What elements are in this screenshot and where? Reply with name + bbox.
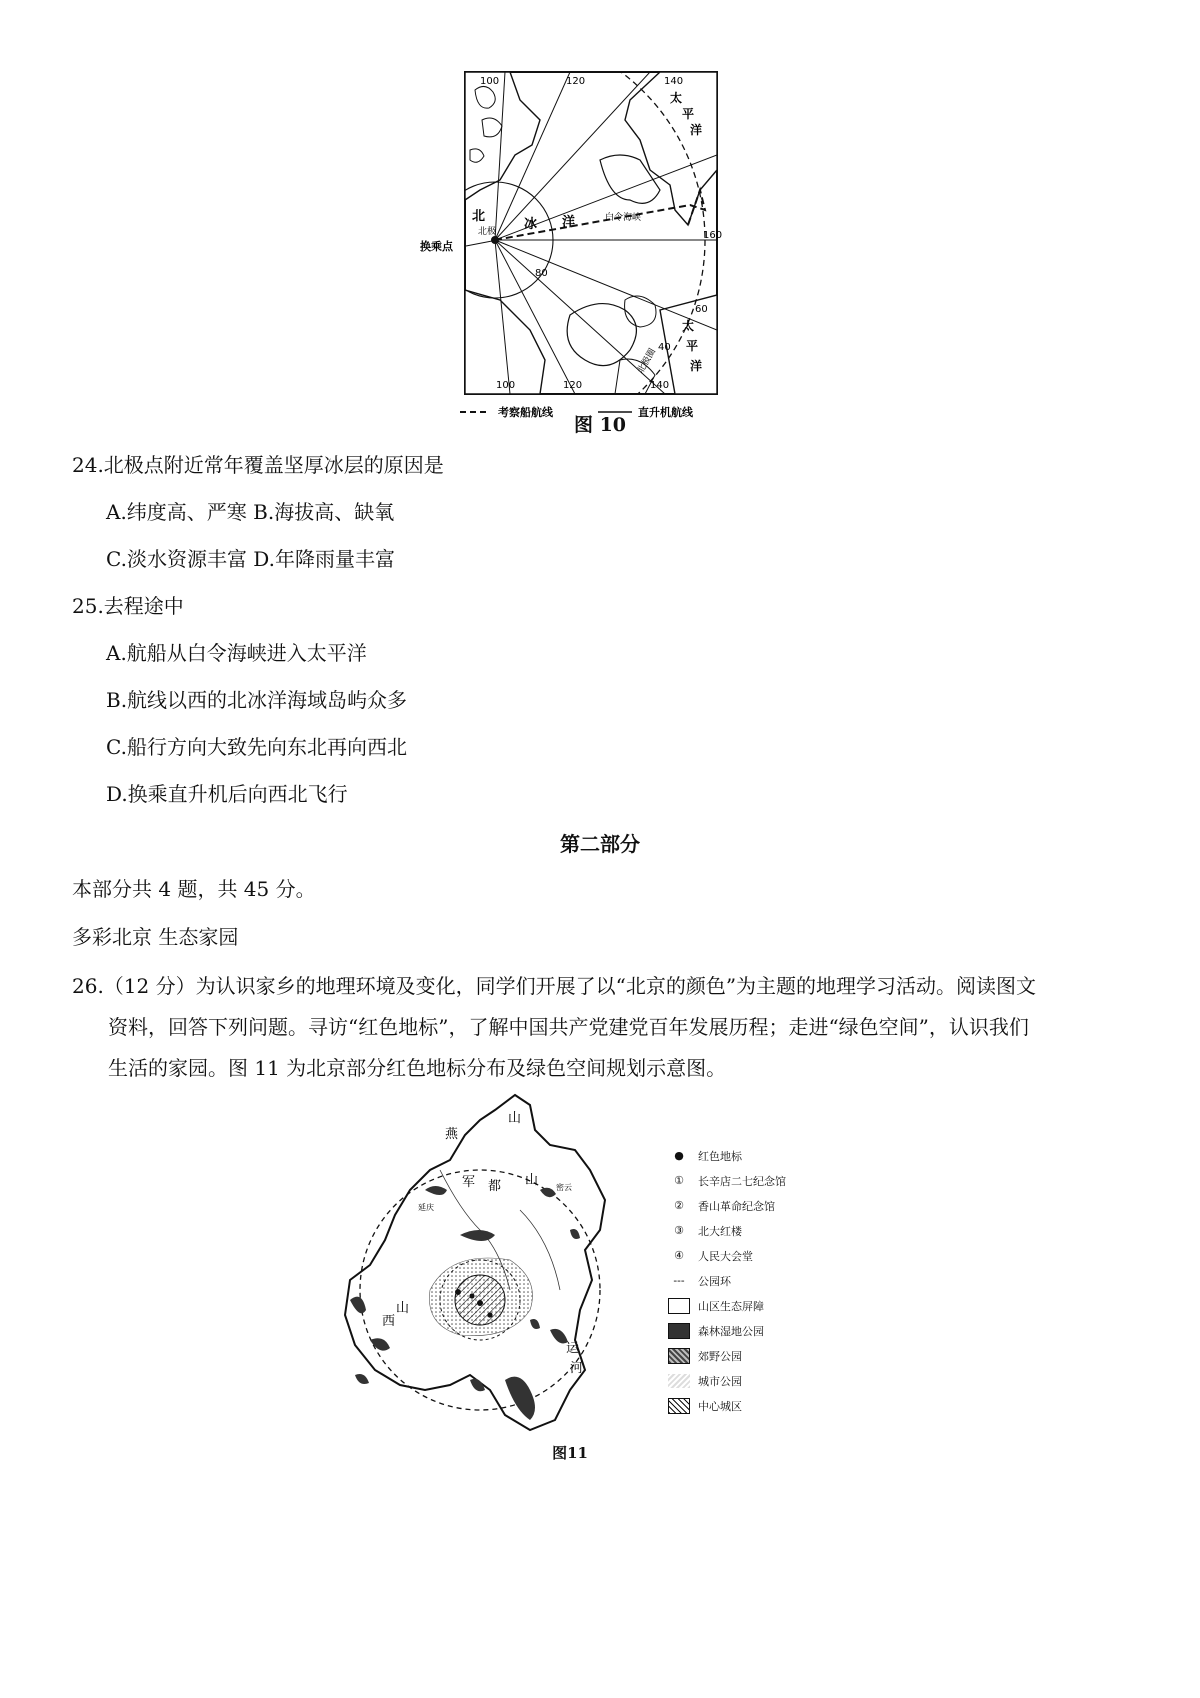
- part-2-topic: 多彩北京 生态家园: [72, 925, 239, 949]
- question-25-option-a: A.航船从白令海峡进入太平洋: [106, 641, 367, 665]
- legend-heli-label: 直升机航线: [638, 406, 693, 419]
- part-2-title: 第二部分: [560, 832, 640, 856]
- legend-grey-box-icon: [668, 1348, 690, 1364]
- label-lon100-bot: 100: [496, 380, 516, 391]
- label-lon140-top: 140: [664, 76, 684, 87]
- map-label-yun: 运: [566, 1341, 580, 1356]
- map-label-yan: 燕: [445, 1127, 459, 1142]
- label-lon40-right: 40: [658, 342, 671, 353]
- label-lon120-bot: 120: [563, 380, 583, 391]
- map-label-du: 都: [488, 1179, 502, 1194]
- part-2-intro: 本部分共 4 题，共 45 分。: [72, 877, 316, 901]
- label-lon140-bot: 140: [650, 380, 670, 391]
- legend-landmark-1: ① 长辛店二七纪念馆: [668, 1173, 786, 1195]
- legend-park-ring: --- 公园环: [668, 1273, 731, 1295]
- question-26-line-3: 生活的家园。图 11 为北京部分红色地标分布及绿色空间规划示意图。: [108, 1056, 727, 1080]
- legend-circled-1-icon: ①: [674, 1174, 684, 1187]
- legend-landmark-3: ③ 北大红楼: [668, 1223, 742, 1245]
- figure-11-legend: [668, 1148, 828, 1438]
- beijing-green-space-map: [330, 1090, 630, 1440]
- legend-mountain-barrier: 山区生态屏障: [668, 1298, 764, 1320]
- legend-country-park: 郊野公园: [668, 1348, 742, 1370]
- label-pacific-top-1: 太: [670, 91, 683, 105]
- legend-dot-icon: ●: [674, 1149, 684, 1162]
- question-24-options-ab: A.纬度高、严寒 B.海拔高、缺氧: [106, 500, 395, 524]
- legend-central-city: 中心城区: [668, 1398, 742, 1420]
- red-landmark-dot: [455, 1289, 461, 1295]
- label-pacific-bot-3: 洋: [690, 359, 703, 373]
- figure-10: [420, 60, 760, 420]
- label-pacific-top-2: 平: [682, 107, 695, 121]
- label-lon160: 160: [703, 230, 723, 241]
- label-lon120-top: 120: [566, 76, 586, 87]
- legend-empty-box-icon: [668, 1298, 690, 1314]
- legend-landmark-2: ② 香山革命纪念馆: [668, 1198, 775, 1220]
- question-25-option-c: C.船行方向大致先向东北再向西北: [106, 735, 407, 759]
- map-label-xi: 西: [382, 1314, 396, 1329]
- map-label-shan-3: 山: [396, 1301, 410, 1316]
- question-26: [72, 966, 1132, 1089]
- question-24-options-cd: C.淡水资源丰富 D.年降雨量丰富: [106, 547, 395, 571]
- label-pacific-bot-1: 太: [682, 319, 695, 333]
- map-label-he: 河: [570, 1361, 584, 1376]
- arctic-route-map: [420, 60, 760, 420]
- legend-light-box-icon: [668, 1374, 690, 1388]
- legend-city-park: 城市公园: [668, 1373, 742, 1395]
- question-24-stem: 24.北极点附近常年覆盖坚厚冰层的原因是: [72, 453, 444, 477]
- north-pole-dot: [492, 237, 499, 244]
- legend-landmark-4: ④ 人民大会堂: [668, 1248, 753, 1270]
- label-arctic-2: 冰: [524, 217, 538, 232]
- red-landmark-dot: [477, 1300, 483, 1306]
- map-label-shan-1: 山: [508, 1111, 522, 1126]
- label-arctic-circle: 北极圈: [635, 347, 659, 376]
- question-26-line-1: 26.（12 分）为认识家乡的地理环境及变化，同学们开展了以“北京的颜色”为主题的地理学习活动。阅读图文: [72, 974, 1037, 998]
- question-25-option-b: B.航线以西的北冰洋海域岛屿众多: [106, 688, 408, 712]
- label-transfer-point: 换乘点: [420, 240, 453, 253]
- label-north-pole: 北极: [478, 227, 497, 237]
- question-25-option-d: D.换乘直升机后向西北飞行: [106, 782, 348, 806]
- map-label-yanqing: 延庆: [418, 1203, 434, 1212]
- legend-circled-2-icon: ②: [674, 1199, 684, 1212]
- legend-dashed-line-icon: ---: [673, 1274, 685, 1287]
- figure-11: [330, 1090, 630, 1440]
- map-label-miyun: 密云: [556, 1183, 572, 1192]
- legend-dark-box-icon: [668, 1323, 690, 1339]
- question-26-line-2: 资料，回答下列问题。寻访“红色地标”，了解中国共产党建党百年发展历程；走进“绿色空间”，认识我们: [108, 1015, 1029, 1039]
- label-pacific-bot-2: 平: [686, 339, 699, 353]
- map-label-jun: 军: [462, 1175, 476, 1190]
- legend-circled-4-icon: ④: [674, 1249, 684, 1262]
- label-lon60-right: 60: [695, 304, 708, 315]
- figure-11-caption: 图11: [552, 1444, 588, 1462]
- legend-forest-wetland: 森林湿地公园: [668, 1323, 764, 1345]
- red-landmark-dot: [487, 1312, 492, 1317]
- label-pacific-top-3: 洋: [690, 123, 703, 137]
- label-bering: 白令海峡: [605, 213, 642, 223]
- figure-10-caption: 图 10: [573, 414, 627, 436]
- red-landmark-dot: [469, 1293, 474, 1298]
- label-lat80: 80: [535, 268, 548, 279]
- legend-circled-3-icon: ③: [674, 1224, 684, 1237]
- question-25-stem: 25.去程途中: [72, 594, 184, 618]
- legend-red-landmark: ● 红色地标: [668, 1148, 742, 1170]
- label-arctic-3: 洋: [562, 215, 576, 230]
- label-lon100-top: 100: [480, 76, 500, 87]
- label-arctic-1: 北: [472, 209, 486, 224]
- map-label-shan-2: 山: [525, 1173, 539, 1188]
- legend-hatched-box-icon: [668, 1398, 690, 1414]
- legend-ship-label: 考察船航线: [498, 406, 553, 419]
